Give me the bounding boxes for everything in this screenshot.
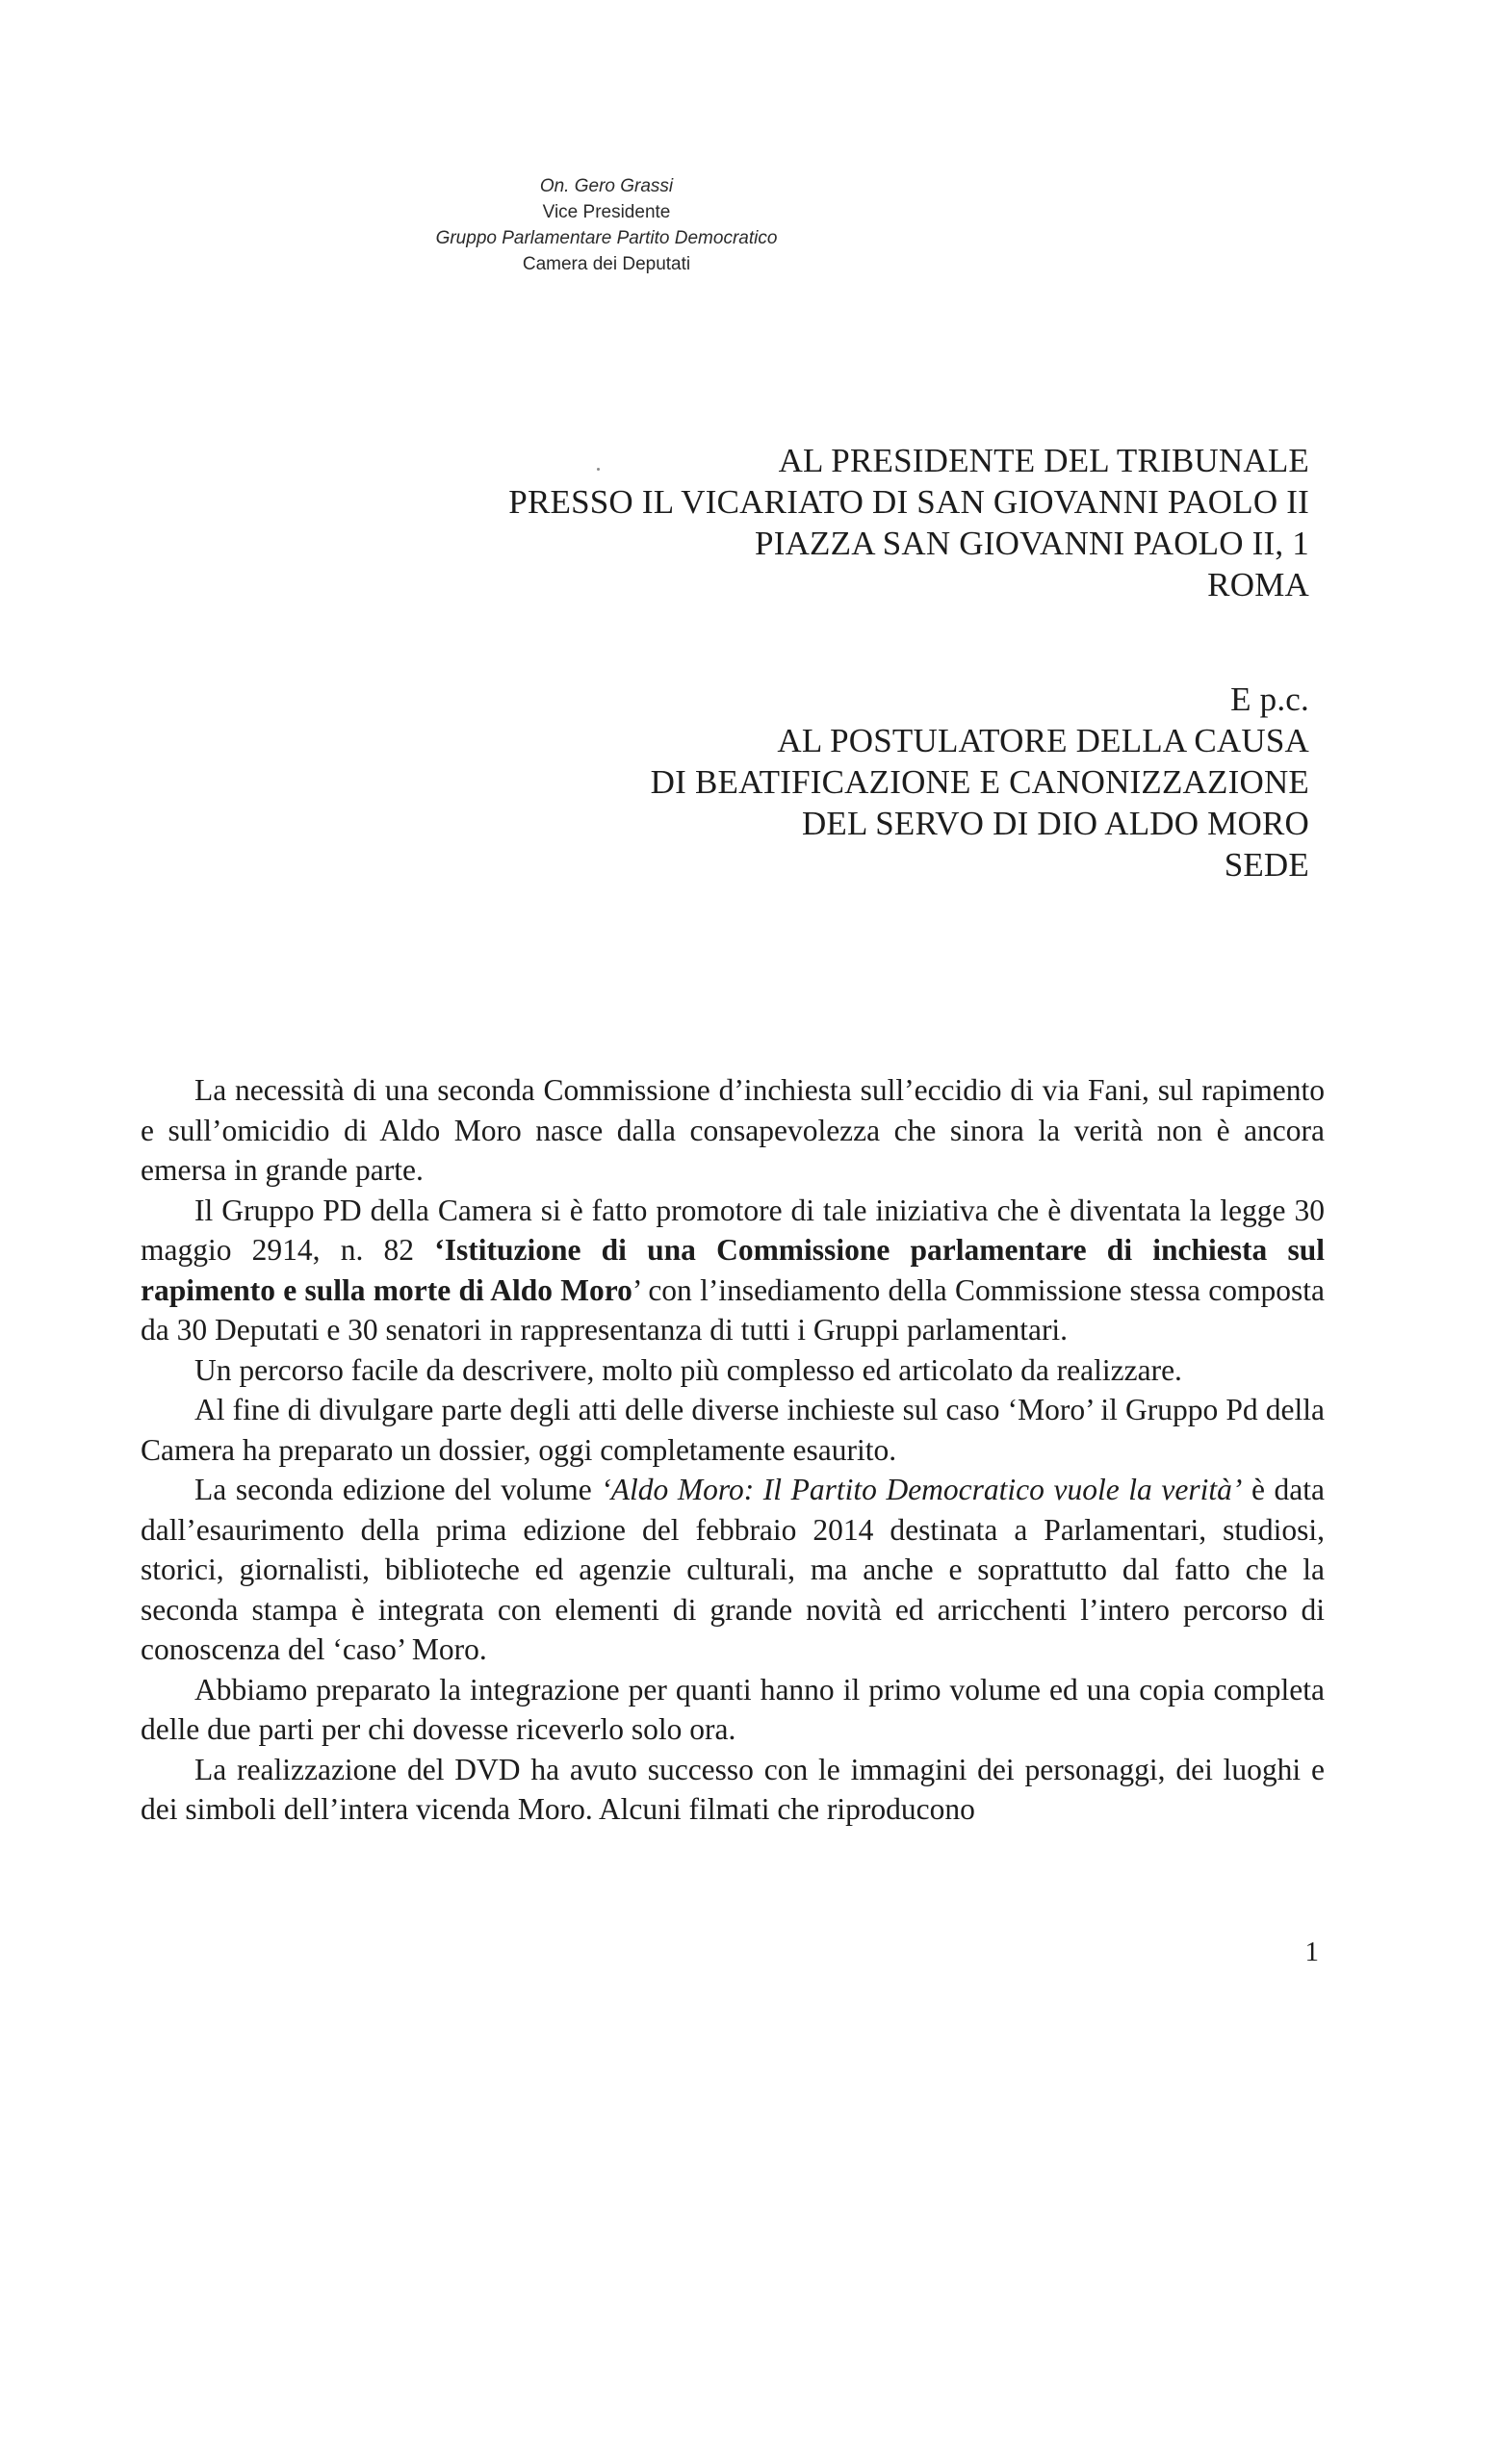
letterhead bbox=[366, 173, 847, 277]
paragraph-6: Abbiamo preparato la integrazione per quanti hanno il primo volume ed una copia completa delle due parti per chi dovesse riceverlo solo ora. bbox=[141, 1672, 1325, 1746]
sender-role: Vice Presidente bbox=[542, 202, 671, 222]
law-title: ‘Istituzione di una Commissione parlamentare di inchiesta sul rapimento e sulla morte di Aldo Moro bbox=[141, 1233, 1325, 1307]
recipient-address bbox=[508, 440, 1309, 605]
paragraph-5-start: La seconda edizione del volume bbox=[194, 1473, 602, 1506]
paragraph-5 bbox=[141, 1470, 1325, 1670]
cc-line-2: DI BEATIFICAZIONE E CANONIZZAZIONE bbox=[650, 763, 1309, 801]
paragraph-2 bbox=[141, 1191, 1325, 1350]
page-number: 1 bbox=[1304, 1937, 1319, 1967]
sender-group: Gruppo Parlamentare Partito Democratico bbox=[435, 228, 778, 248]
recipient-line-1: AL PRESIDENTE DEL TRIBUNALE bbox=[778, 442, 1309, 479]
cc-line-4: SEDE bbox=[1224, 846, 1309, 884]
sender-name: On. Gero Grassi bbox=[539, 176, 674, 196]
cc-line-3: DEL SERVO DI DIO ALDO MORO bbox=[801, 805, 1309, 842]
paragraph-1: La necessità di una seconda Commissione d’inchiesta sull’eccidio di via Fani, sul rapimento e sull’omicidio di Aldo Moro nasce dalla consapevolezza che sinora la verità non è ancora emersa in grande parte. bbox=[141, 1073, 1325, 1187]
cc-address bbox=[651, 679, 1309, 886]
letter-body bbox=[141, 1070, 1325, 1830]
paragraph-2-end: ’ con l’insediamento della Commissione stessa composta da 30 Deputati e 30 senatori in rappresentanza di tutti i Gruppi parlamentari. bbox=[141, 1272, 1325, 1347]
volume-title: ‘Aldo Moro: Il Partito Democratico vuole la verità’ bbox=[601, 1473, 1243, 1506]
paragraph-3: Un percorso facile da descrivere, molto più complesso ed articolato da realizzare. bbox=[194, 1352, 1182, 1387]
paragraph-7: La realizzazione del DVD ha avuto successo con le immagini dei personaggi, dei luoghi e dei simboli dell’intera vicenda Moro. Alcuni filmati che riproducono bbox=[141, 1752, 1325, 1826]
paragraph-2-start: Il Gruppo PD della Camera si è fatto promotore di tale iniziativa che è diventata la legge 30 maggio 2914, n. 82 bbox=[141, 1193, 1325, 1267]
recipient-line-4: ROMA bbox=[1207, 566, 1309, 603]
paragraph-4: Al fine di divulgare parte degli atti delle diverse inchieste sul caso ‘Moro’ il Gruppo Pd della Camera ha preparato un dossier, oggi completamente esaurito. bbox=[141, 1393, 1325, 1467]
recipient-line-3: PIAZZA SAN GIOVANNI PAOLO II, 1 bbox=[755, 525, 1309, 562]
cc-label: E p.c. bbox=[1230, 680, 1309, 718]
sender-chamber: Camera dei Deputati bbox=[522, 254, 691, 274]
cc-line-1: AL POSTULATORE DELLA CAUSA bbox=[777, 722, 1309, 759]
recipient-line-2: PRESSO IL VICARIATO DI SAN GIOVANNI PAOLO II bbox=[508, 483, 1309, 521]
paragraph-5-end: è data dall’esaurimento della prima edizione del febbraio 2014 destinata a Parlamentari, studiosi, storici, giornalisti, biblioteche ed agenzie culturali, ma anche e soprattutto dal fatto che la seconda stampa è integrata con elementi di grande novità ed arricchenti l’intero percorso di conoscenza del ‘caso’ Moro. bbox=[141, 1473, 1326, 1666]
